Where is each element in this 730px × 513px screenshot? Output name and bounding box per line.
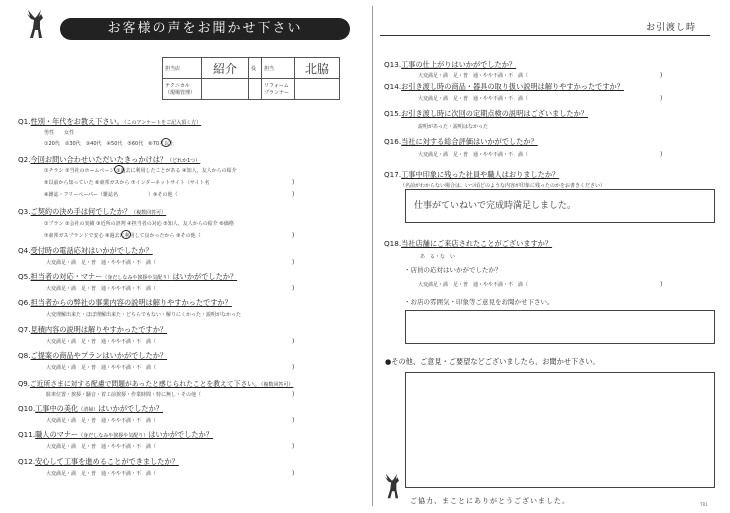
- staff-col2: 役: [249, 58, 262, 79]
- q13-rating: 大変満足・満 足・普 通・やや不満・不 満（: [418, 73, 529, 79]
- question-q3: Q3.ご契約の決め手は何でしたか？（複数回答可）: [18, 207, 167, 216]
- gender-options: 男性 女性: [44, 130, 75, 136]
- question-q16: Q16.当社に対する総合評価はいかがでしたか？: [384, 137, 538, 146]
- form-code: TR1: [700, 502, 708, 507]
- question-q17: Q17.工事中印象に残った社員や職人はおりましたか？: [384, 170, 560, 179]
- handover-label: お引渡し時: [646, 23, 697, 33]
- question-q8: Q8.ご提案の商品やプランはいかがでしたか？: [18, 351, 168, 360]
- question-q9: Q9.ご近所さまに対する配慮で問題があったと感じられたことを教えて下さい。（複数回答可）: [18, 380, 294, 388]
- staff-table: [162, 57, 340, 100]
- question-q13: Q13.工事の仕上がりはいかがでしたか？: [384, 60, 517, 69]
- page-divider: [372, 6, 373, 506]
- question-q6: Q6.担当者からの弊社の事業内容の説明は解りやすかったですか？: [18, 298, 232, 307]
- q17-handwritten-answer: 仕事がていねいで完成時満足しました。: [414, 201, 577, 211]
- answer-circle: [161, 138, 171, 147]
- q6-options: 大変理解出来た・ほぼ理解出来た・どちらでもない・解りにくかった・説明がなかった: [46, 312, 241, 318]
- age-options: ①20代 ②30代 ③40代 ④50代 ⑤60代 ⑥70才以上: [44, 141, 175, 147]
- question-q11: Q11.職人のマナー（身だしなみや挨拶や気配り）はいかがでしたか？: [18, 430, 213, 439]
- q15-options: 説明があった・説明はなかった: [418, 124, 488, 130]
- other-comments-label: ●その他、ご意見・ご要望などございましたら、お聞かせ下さい。: [385, 357, 600, 366]
- staff-label-store: 担当店: [163, 58, 202, 79]
- thanks-footer: ご協力、まことにありがとうございました。: [410, 497, 570, 505]
- q17-note: （名前がわからない場合は、いつ頃どのような内容が印象に残ったのかをお書きください）: [400, 183, 606, 189]
- question-q12: Q12.安心して工事を進めることができましたか？: [18, 457, 179, 466]
- q5-rating: 大変満足・満 足・普 通・やや不満・不 満（: [46, 286, 157, 292]
- answer-circle: [114, 165, 124, 174]
- q18-options: あ る・な い: [420, 254, 456, 260]
- other-comments-box[interactable]: [405, 372, 715, 488]
- q18-impression-box[interactable]: [405, 310, 715, 344]
- q7-rating: 大変満足・満 足・普 通・やや不満・不 満（: [46, 339, 157, 345]
- question-q5: Q5.担当者の対応・マナー（身だしなみや挨拶や気配り）はいかがでしたか？: [18, 272, 238, 281]
- question-q7: Q7.見積内容の説明は解りやすかったですか？: [18, 325, 168, 334]
- q18-sub-question: ・店員の応対はいかがでしたか？: [404, 266, 502, 274]
- q2-options-a: ①チラシ ②当社のホームページ ③過去に利用したことがある ④知人、友人からの紹介: [44, 168, 237, 174]
- q9-options: 駐車位置・挨拶・騒音・着工前挨拶・作業時間・特に無し・その他（: [46, 392, 202, 398]
- question-q14: Q14.お引き渡し時の商品・器具の取り扱い説明は解りやすかったですか？: [384, 82, 624, 91]
- staff-label-tanto: 担当: [262, 58, 295, 79]
- q3-options-a: ①プラン ②会社の実績 ③近所の評判 ④担当者の対応 ⑤知人、友人からの紹介 ⑥価格: [44, 221, 234, 227]
- q3-options-b: ⑦東邦ガスブランドで安心 ⑧過去に利用して良かったから ⑨その他（: [44, 233, 201, 239]
- staff-store-value: 紹介: [202, 58, 249, 79]
- q18-rating: 大変満足・満 足・普 通・やや不満・不 満（: [418, 282, 529, 288]
- staff-label-planner: リフォーム プランナー: [262, 79, 295, 100]
- question-q15: Q15.お引き渡し時に次回の定期点検の説明はございましたか？: [384, 109, 588, 118]
- answer-circle: [121, 230, 131, 239]
- q4-rating: 大変満足・満 足・普 通・やや不満・不 満（: [46, 260, 157, 266]
- deer-logo-icon: [22, 8, 48, 40]
- q18-impression-question: ・お店の雰囲気・印象等ご意見をお聞かせ下さい。: [404, 298, 554, 306]
- q2-options-c: ⑧雑誌・フリーペーパー（雑誌名 ）⑨その他（: [44, 192, 178, 198]
- q12-rating: 大変満足・満 足・普 通・やや不満・不 満（: [46, 471, 157, 477]
- header-rule: [380, 35, 710, 36]
- deer-logo-icon: [380, 472, 404, 500]
- question-q1: Q1.性別・年代をお教え下さい。（このアンケートをご記入頂く方）: [18, 117, 202, 126]
- q11-rating: 大変満足・満 足・普 通・やや不満・不 満（: [46, 444, 157, 450]
- q10-rating: 大変満足・満 足・普 通・やや不満・不 満（: [46, 418, 157, 424]
- question-q2: Q2.今回お問い合わせいただいたきっかけは？（どれか1つ）: [18, 155, 201, 164]
- staff-tanto-value: 北脇: [295, 58, 340, 79]
- survey-page: お客様の声をお聞かせ下さい お引渡し時 担当店 紹介 役 担当 北脇 テクニカル（現場管理） リフォーム プランナー Q1.性別・年代をお教え下さい。（このアンケートをご記入頂く方） 男性 女性 ①20代 ②30代 ③40代 ④50代 ⑤60代 ⑥70才以上 Q2.今回お問い合わせいただいたきっかけは？（どれか1つ） ①チラシ ②当社のホームページ ③過去に利用したことがある ④知人、友人からの紹介 ⑤以前から知っていた ⑥東邦ガスから ⑦インターネットサイト（サイト名 ⑧雑誌・フリーペーパー（雑誌名 ）⑨その他（ ) ) Q3.ご契約の決め手は何でしたか？（複数回答可） ①プラン ②会社の実績 ③近所の評判 ④担当者の対応 ⑤知人、友人からの紹介 ⑥価格 ⑦東邦ガスブランドで安心 ⑧過去に利用して良かったから ⑨その他（ ) Q4.受付時の電話応対はいかがでしたか？ 大変満足・満 足・普 通・やや不満・不 満（ ) Q5.担当者の対応・マナー（身だしなみや挨拶や気配り）はいかがでしたか？ 大変満足・満 足・普 通・やや不満・不 満（ ) Q6.担当者からの弊社の事業内容の説明は解りやすかったですか？ 大変理解出来た・ほぼ理解出来た・どちらでもない・解りにくかった・説明がなかった Q7.見積内容の説明は解りやすかったですか？ 大変満足・満 足・普 通・やや不満・不 満（ ) Q8.ご提案の商品やプランはいかがでしたか？ 大変満足・満 足・普 通・やや不満・不 満（ ) Q9.ご近所さまに対する配慮で問題があったと感じられたことを教えて下さい。（複数回答可） 駐車位置・挨拶・騒音・着工前挨拶・作業時間・特に無し・その他（ ) Q10.工事中の美化（清掃）はいかがでしたか？ 大変満足・満 足・普 通・やや不満・不 満（ ) Q11.職人のマナー（身だしなみや挨拶や気配り）はいかがでしたか？ 大変満足・満 足・普 通・やや不満・不 満（ ) Q12.安心して工事を進めることができましたか？ 大変満足・満 足・普 通・やや不満・不 満（ ) Q13.工事の仕上がりはいかがでしたか？ 大変満足・満 足・普 通・やや不満・不 満（ ) Q14.お引き渡し時の商品・器具の取り扱い説明は解りやすかったですか？ 大変満足・満 足・普 通・やや不満・不 満（ ) Q15.お引き渡し時に次回の定期点検の説明はございましたか？ 説明があった・説明はなかった Q16.当社に対する総合評価はいかがでしたか？ 大変満足・満 足・普 通・やや不満・不 満（ ) Q17.工事中印象に残った社員や職人はおりましたか？ （名前がわからない場合は、いつ頃どのような内容が印象に残ったのかをお書きください） 仕事がていねいで完成時満足しました。 Q18.当社店舗にご来店されたことがございますか？ あ る・な い ・店員の応対はいかがでしたか？ 大変満足・満 足・普 通・やや不満・不 満（ ) ・お店の雰囲気・印象等ご意見をお聞かせ下さい。 ●その他、ご意見・ご要望などございましたら、お聞かせ下さい。 ご協力、まことにありがとうございました。 TR1: [0, 0, 730, 513]
- staff-label-technical: テクニカル（現場管理）: [163, 79, 202, 100]
- q8-rating: 大変満足・満 足・普 通・やや不満・不 満（: [46, 365, 157, 371]
- q16-rating: 大変満足・満 足・普 通・やや不満・不 満（: [418, 152, 529, 158]
- q2-options-b: ⑤以前から知っていた ⑥東邦ガスから ⑦インターネットサイト（サイト名: [44, 180, 210, 186]
- question-q10: Q10.工事中の美化（清掃）はいかがでしたか？: [18, 404, 163, 413]
- question-q18: Q18.当社店舗にご来店されたことがございますか？: [384, 239, 553, 248]
- question-q4: Q4.受付時の電話応対はいかがでしたか？: [18, 246, 153, 255]
- page-title: お客様の声をお聞かせ下さい: [60, 18, 350, 40]
- q14-rating: 大変満足・満 足・普 通・やや不満・不 満（: [418, 96, 529, 102]
